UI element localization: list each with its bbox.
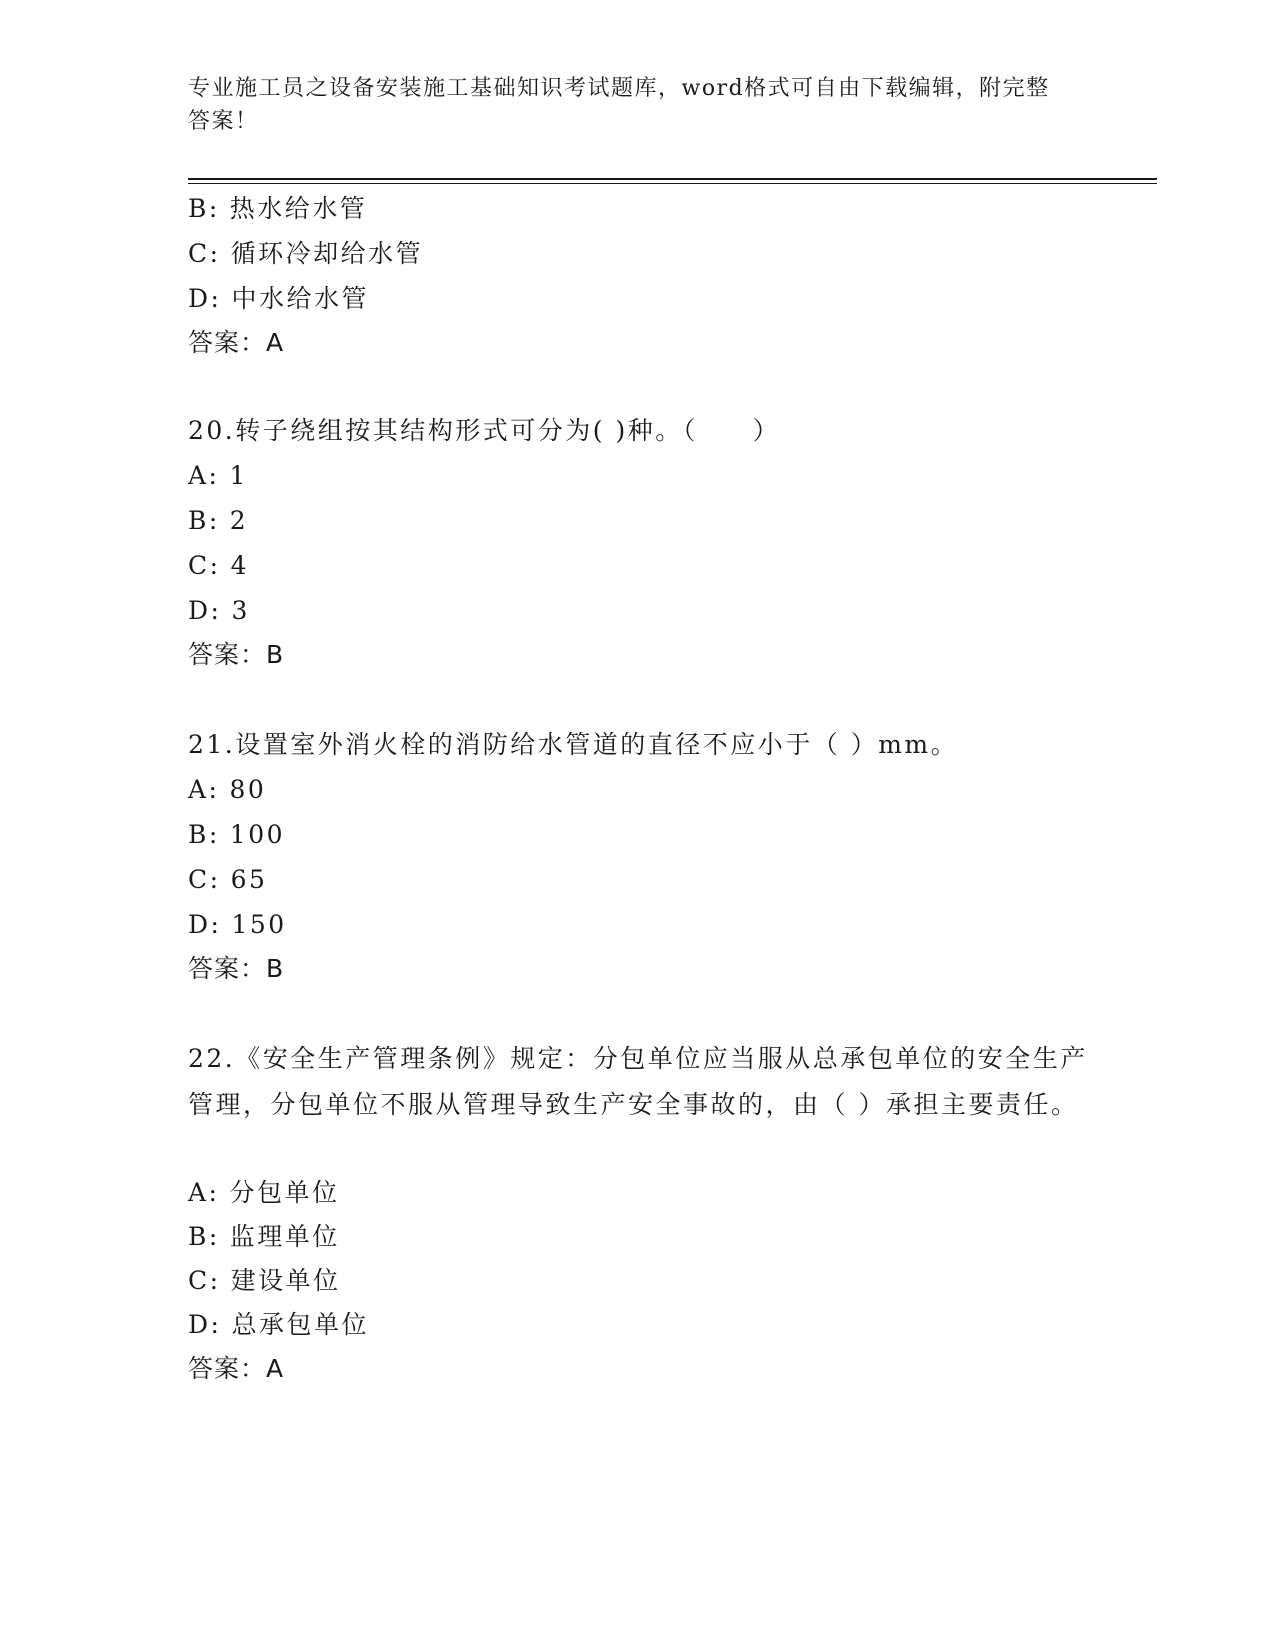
- option-d: [188, 276, 369, 322]
- header-divider-thin: [188, 183, 1157, 184]
- option-text: 循环冷却给水管: [230, 239, 424, 268]
- option-letter: D:: [188, 1310, 222, 1339]
- option-letter: B:: [188, 1222, 220, 1251]
- option-letter: D:: [188, 284, 222, 313]
- option-text: 建设单位: [230, 1266, 341, 1295]
- option-c: [188, 857, 267, 903]
- question-stem: 22.《安全生产管理条例》规定：分包单位应当服从总承包单位的安全生产管理，分包单位不服从管理导致生产安全事故的，由（ ）承担主要责任。: [188, 1044, 1088, 1119]
- option-letter: D:: [188, 910, 222, 939]
- option-letter: C:: [188, 551, 221, 580]
- option-letter: C:: [188, 239, 221, 268]
- option-letter: A:: [188, 461, 220, 490]
- option-text: 监理单位: [229, 1222, 340, 1251]
- option-d: [188, 1302, 369, 1348]
- option-text: 3: [231, 596, 250, 625]
- option-letter: B:: [188, 506, 220, 535]
- option-text: 150: [231, 910, 287, 939]
- option-letter: C:: [188, 1266, 221, 1295]
- option-a: [188, 1170, 340, 1216]
- option-a: [188, 767, 266, 813]
- option-b: [188, 186, 367, 232]
- option-letter: D:: [188, 596, 222, 625]
- option-b: [188, 1214, 340, 1260]
- option-letter: C:: [188, 865, 221, 894]
- document-header: 专业施工员之设备安装施工基础知识考试题库，word格式可自由下载编辑，附完整答案！: [188, 76, 1050, 134]
- option-letter: B:: [188, 194, 220, 223]
- question-stem: 20.转子绕组按其结构形式可分为( )种。（ ）: [188, 416, 781, 445]
- option-a: [188, 453, 248, 499]
- option-text: 2: [229, 506, 249, 535]
- option-d: [188, 588, 250, 634]
- question-stem: 21.设置室外消火栓的消防给水管道的直径不应小于（ ）mm。: [188, 730, 959, 759]
- option-text: 65: [230, 865, 268, 894]
- option-c: [188, 1258, 341, 1304]
- option-text: 4: [230, 551, 249, 580]
- header-divider-thick: [188, 178, 1157, 180]
- option-b: [188, 812, 285, 858]
- option-letter: A:: [188, 1178, 220, 1207]
- answer-line: 答案：B: [188, 640, 285, 669]
- option-text: 总承包单位: [231, 1310, 369, 1339]
- option-c: [188, 231, 423, 277]
- option-b: [188, 498, 248, 544]
- option-text: 热水给水管: [229, 194, 368, 223]
- option-text: 1: [229, 461, 248, 490]
- option-letter: B:: [188, 820, 220, 849]
- answer-line: 答案：B: [188, 954, 285, 983]
- option-text: 80: [229, 775, 267, 804]
- option-d: [188, 902, 287, 948]
- option-c: [188, 543, 249, 589]
- option-text: 100: [229, 820, 286, 849]
- answer-line: 答案：A: [188, 1354, 285, 1383]
- option-letter: A:: [188, 775, 220, 804]
- option-text: 分包单位: [229, 1178, 340, 1207]
- option-text: 中水给水管: [231, 284, 369, 313]
- answer-line: 答案：A: [188, 328, 285, 357]
